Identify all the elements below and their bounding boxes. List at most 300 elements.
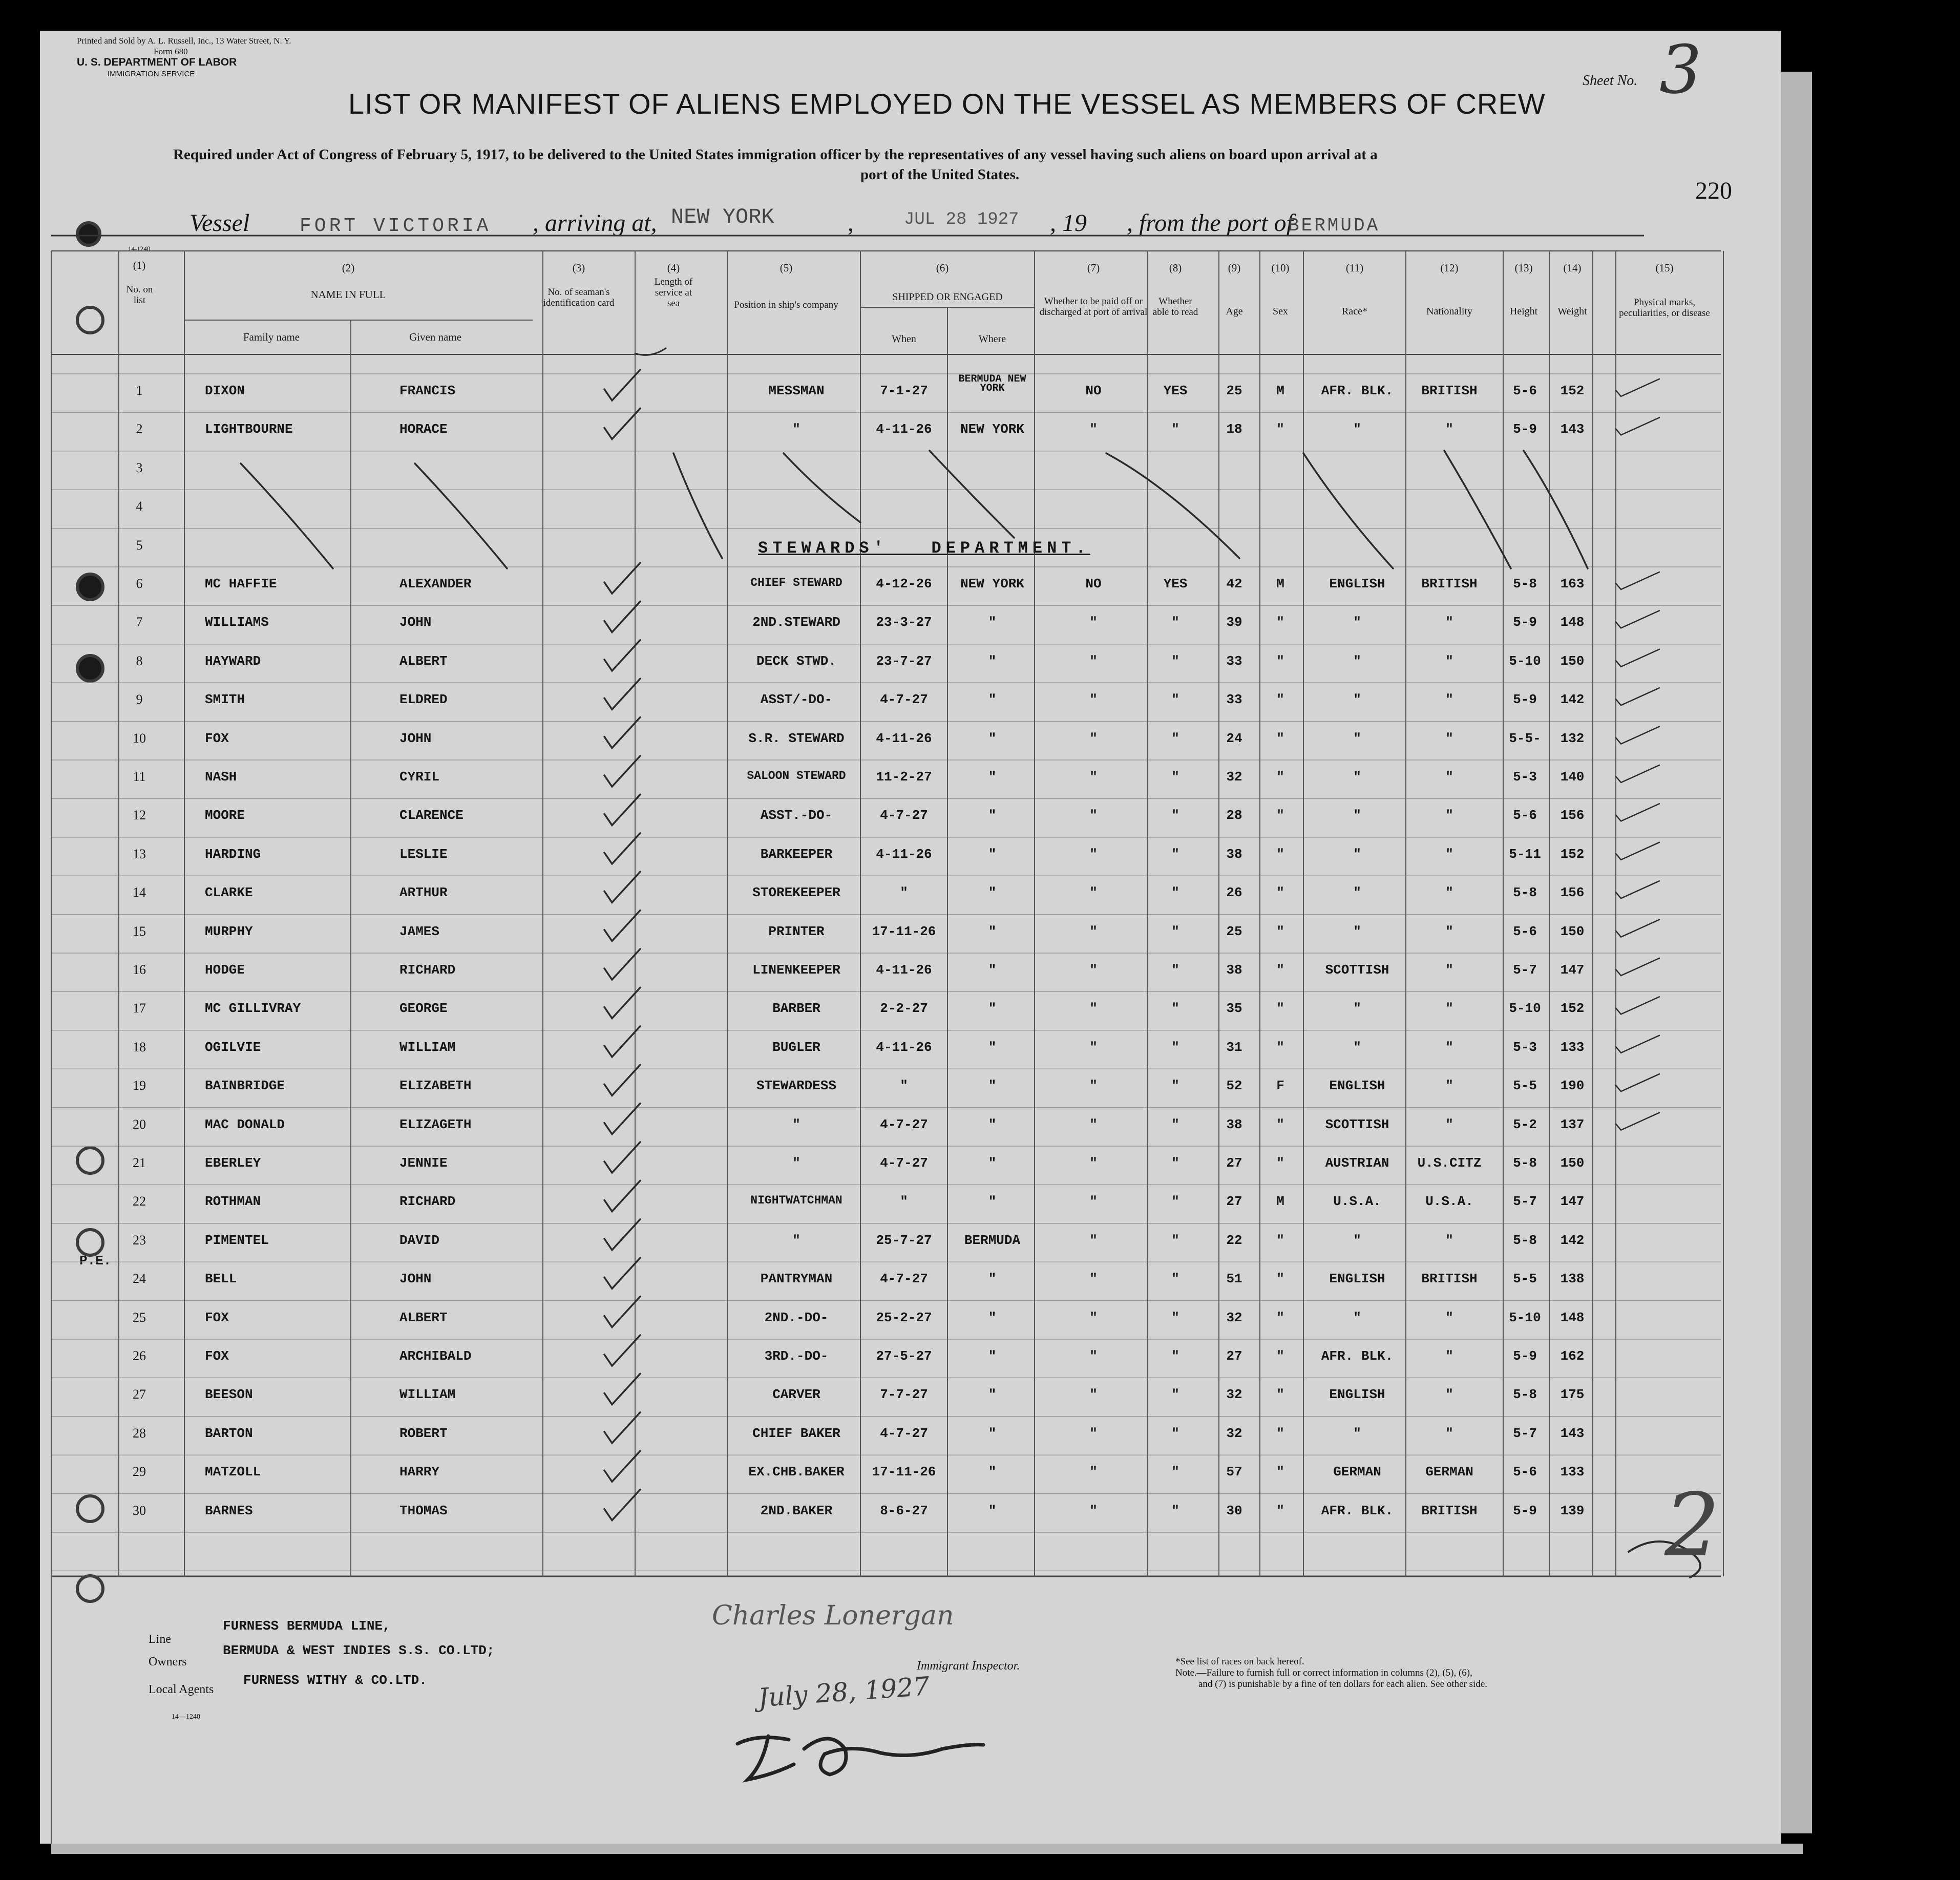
col-header-1-label: No. on list [126, 284, 153, 306]
cell-family: MURPHY [205, 923, 253, 939]
cell-race: " [1353, 808, 1361, 823]
cell-when: 8-6-27 [880, 1503, 928, 1518]
cell-when: 4-7-27 [880, 692, 928, 708]
col-header-7-num: (7) [1087, 262, 1100, 274]
cell-position: 3RD.-DO- [764, 1348, 829, 1364]
cell-weight: 143 [1560, 1425, 1585, 1441]
cell-paid-off: " [1089, 730, 1098, 746]
cell-nationality: " [1445, 1309, 1453, 1325]
cell-weight: 148 [1560, 615, 1585, 630]
cell-no: 26 [133, 1348, 146, 1363]
col-header-10-label: Sex [1273, 306, 1288, 317]
cell-race: " [1353, 692, 1361, 708]
form-number: Form 680 [154, 47, 188, 56]
cell-height: 5-8 [1513, 1232, 1537, 1248]
cell-sex: " [1276, 1271, 1284, 1287]
cell-position: 2ND.BAKER [760, 1503, 833, 1518]
cell-no: 18 [133, 1039, 146, 1054]
cell-read: " [1171, 615, 1179, 630]
cell-sex: F [1276, 1078, 1284, 1094]
cell-race: " [1353, 1425, 1361, 1441]
col-header-8-label: Whether able to read [1152, 296, 1198, 318]
cell-when: 23-7-27 [876, 653, 932, 669]
col-header-where: Where [978, 333, 1006, 345]
cell-age: 27 [1226, 1155, 1242, 1171]
cell-nationality: " [1445, 885, 1453, 901]
cell-no: 23 [133, 1232, 146, 1248]
cell-given: ROBERT [399, 1425, 448, 1441]
cell-race: " [1353, 885, 1361, 901]
handwritten-date: July 28, 1927 [757, 1671, 931, 1713]
cell-given: HORACE [399, 421, 448, 437]
cell-age: 31 [1226, 1039, 1242, 1055]
cell-family: FOX [205, 1348, 229, 1364]
cell-paid-off: " [1089, 1309, 1098, 1325]
cell-age: 25 [1226, 923, 1242, 939]
cell-nationality: GERMAN [1425, 1464, 1473, 1480]
cell-race: " [1353, 653, 1361, 669]
cell-family: NASH [205, 769, 237, 785]
cell-where: BERMUDA NEW YORK [958, 373, 1026, 394]
cell-paid-off: " [1089, 1271, 1098, 1287]
cell-given: JENNIE [399, 1155, 448, 1171]
cell-read: " [1171, 1271, 1179, 1287]
vessel-label: Vessel [189, 209, 250, 237]
cell-height: 5-8 [1513, 576, 1537, 592]
cell-given: ELIZABETH [399, 1078, 472, 1094]
cell-nationality: " [1445, 923, 1453, 939]
cell-where: " [988, 615, 997, 630]
cell-position: LINENKEEPER [752, 962, 840, 978]
cell-given: GEORGE [399, 1001, 448, 1017]
failure-note: Note.—Failure to furnish full or correct information in columns (2), (5), (6), [1175, 1667, 1472, 1678]
cell-age: 18 [1226, 421, 1242, 437]
cell-sex: M [1276, 1194, 1284, 1210]
cell-where: " [988, 1503, 997, 1518]
cell-where: " [988, 692, 997, 708]
cell-when: " [900, 1194, 908, 1210]
cell-given: ARCHIBALD [399, 1348, 472, 1364]
cell-given: JOHN [399, 615, 432, 630]
cell-nationality: " [1445, 1348, 1453, 1364]
cell-paid-off: NO [1085, 383, 1102, 398]
cell-position: " [792, 1155, 800, 1171]
cell-family: BAINBRIDGE [205, 1078, 285, 1094]
cell-where: " [988, 1425, 997, 1441]
cell-paid-off: " [1089, 1001, 1098, 1017]
cell-where: NEW YORK [960, 576, 1024, 592]
cell-when: 4-11-26 [876, 846, 932, 862]
cell-given: JOHN [399, 1271, 432, 1287]
races-note: *See list of races on back hereof. [1175, 1656, 1304, 1667]
cell-read: " [1171, 1425, 1179, 1441]
col-header-9-label: Age [1226, 306, 1243, 317]
cell-age: 39 [1226, 615, 1242, 630]
col-header-11-label: Race* [1342, 306, 1367, 317]
cell-age: 24 [1226, 730, 1242, 746]
cell-position: 2ND.-DO- [764, 1309, 829, 1325]
cell-position: " [792, 421, 800, 437]
agents-value: FURNESS WITHY & CO.LTD. [243, 1673, 427, 1688]
cell-where: " [988, 1039, 997, 1055]
cell-position: DECK STWD. [756, 653, 837, 669]
cell-weight: 133 [1560, 1464, 1585, 1480]
cell-weight: 156 [1560, 885, 1585, 901]
cell-nationality: " [1445, 769, 1453, 785]
cell-sex: " [1276, 962, 1284, 978]
cell-position: ASST/-DO- [760, 692, 833, 708]
cell-age: 30 [1226, 1503, 1242, 1518]
cell-age: 35 [1226, 1001, 1242, 1017]
col-header-2-num: (2) [342, 262, 355, 274]
cell-race: " [1353, 923, 1361, 939]
cell-paid-off: " [1089, 1464, 1098, 1480]
cell-given: ELIZAGETH [399, 1116, 472, 1132]
cell-family: MAC DONALD [205, 1116, 285, 1132]
cell-family: HARDING [205, 846, 261, 862]
cell-where: " [988, 1348, 997, 1364]
cell-no: 12 [133, 808, 146, 823]
cell-family: MC GILLIVRAY [205, 1001, 301, 1017]
cell-where: " [988, 1464, 997, 1480]
col-header-15-num: (15) [1655, 262, 1674, 274]
cell-paid-off: " [1089, 1155, 1098, 1171]
cell-position: " [792, 1116, 800, 1132]
cell-family: EBERLEY [205, 1155, 261, 1171]
cell-family: PIMENTEL [205, 1232, 269, 1248]
cell-age: 27 [1226, 1348, 1242, 1364]
cell-no: 9 [136, 692, 143, 707]
cell-paid-off: " [1089, 1503, 1098, 1518]
cell-where: " [988, 769, 997, 785]
cell-paid-off: " [1089, 769, 1098, 785]
line-label: Line [149, 1633, 171, 1646]
cell-no: 8 [136, 653, 143, 668]
cell-race: U.S.A. [1333, 1194, 1381, 1210]
cell-height: 5-9 [1513, 421, 1537, 437]
cell-where: " [988, 1078, 997, 1094]
cell-sex: " [1276, 769, 1284, 785]
cell-read: " [1171, 1116, 1179, 1132]
cell-family: HODGE [205, 962, 245, 978]
cell-age: 38 [1226, 846, 1242, 862]
cell-paid-off: " [1089, 653, 1098, 669]
cell-position: S.R. STEWARD [748, 730, 845, 746]
cell-sex: " [1276, 885, 1284, 901]
cell-sex: " [1276, 1503, 1284, 1518]
cell-sex: " [1276, 846, 1284, 862]
cell-read: " [1171, 885, 1179, 901]
cell-sex: M [1276, 576, 1284, 592]
department-name: U. S. DEPARTMENT OF LABOR [77, 56, 237, 68]
cell-given: ALEXANDER [399, 576, 472, 592]
cell-sex: " [1276, 615, 1284, 630]
cell-read: " [1171, 1194, 1179, 1210]
cell-height: 5-3 [1513, 1039, 1537, 1055]
cell-age: 38 [1226, 962, 1242, 978]
cell-read: " [1171, 1387, 1179, 1403]
cell-family: DIXON [205, 383, 245, 398]
cell-sex: " [1276, 692, 1284, 708]
cell-where: " [988, 653, 997, 669]
cell-sex: " [1276, 1001, 1284, 1017]
cell-position: CHIEF STEWARD [750, 576, 842, 589]
col-header-8-num: (8) [1169, 262, 1182, 274]
cell-weight: 150 [1560, 1155, 1585, 1171]
cell-when: 4-7-27 [880, 1425, 928, 1441]
cell-read: " [1171, 1001, 1179, 1017]
cell-given: ALBERT [399, 1309, 448, 1325]
cell-where: " [988, 730, 997, 746]
cell-when: 4-11-26 [876, 730, 932, 746]
cell-read: " [1171, 1078, 1179, 1094]
cell-where: NEW YORK [960, 421, 1024, 437]
cell-position: BUGLER [772, 1039, 820, 1055]
cell-nationality: " [1445, 962, 1453, 978]
cell-where: " [988, 1309, 997, 1325]
cell-race: " [1353, 1039, 1361, 1055]
printer-credit: Printed and Sold by A. L. Russell, Inc., 13 Water Street, N. Y. [77, 36, 291, 46]
cell-position: PRINTER [768, 923, 825, 939]
cell-height: 5-8 [1513, 1387, 1537, 1403]
cell-height: 5-9 [1513, 1503, 1537, 1518]
cell-race: GERMAN [1333, 1464, 1381, 1480]
year-label: , 19 [1050, 209, 1087, 237]
inspector-label: Immigrant Inspector. [917, 1659, 1020, 1673]
cell-family: FOX [205, 1309, 229, 1325]
cell-position: BARBER [772, 1001, 820, 1017]
cell-family: CLARKE [205, 885, 253, 901]
inspector-signature: Charles Lonergan [712, 1600, 954, 1631]
cell-age: 27 [1226, 1194, 1242, 1210]
cell-race: ENGLISH [1329, 1078, 1385, 1094]
cell-race: ENGLISH [1329, 1387, 1385, 1403]
cell-family: BELL [205, 1271, 237, 1287]
cell-paid-off: " [1089, 615, 1098, 630]
cell-height: 5-9 [1513, 692, 1537, 708]
margin-mark: P.E. [79, 1253, 112, 1269]
cell-height: 5-8 [1513, 1155, 1537, 1171]
cell-family: SMITH [205, 692, 245, 708]
cell-nationality: BRITISH [1421, 1503, 1478, 1518]
cell-race: " [1353, 730, 1361, 746]
cell-position: ASST.-DO- [760, 808, 833, 823]
col-header-4-label: Length of service at sea [654, 277, 693, 309]
cell-age: 42 [1226, 576, 1242, 592]
cell-weight: 190 [1560, 1078, 1585, 1094]
cell-height: 5-9 [1513, 615, 1537, 630]
cell-paid-off: " [1089, 962, 1098, 978]
cell-weight: 147 [1560, 1194, 1585, 1210]
cell-family: FOX [205, 730, 229, 746]
cell-height: 5-7 [1513, 1425, 1537, 1441]
col-header-given: Given name [409, 331, 462, 343]
cell-no: 4 [136, 499, 143, 514]
cell-race: " [1353, 615, 1361, 630]
cell-no: 21 [133, 1155, 146, 1170]
cell-race: AFR. BLK. [1321, 383, 1394, 398]
cell-race: " [1353, 421, 1361, 437]
cell-where: " [988, 1194, 997, 1210]
cell-given: DAVID [399, 1232, 440, 1248]
cell-sex: " [1276, 421, 1284, 437]
cell-height: 5-8 [1513, 885, 1537, 901]
cell-given: ALBERT [399, 653, 448, 669]
cell-position: SALOON STEWARD [747, 769, 846, 783]
cell-nationality: " [1445, 421, 1453, 437]
cell-no: 16 [133, 962, 146, 977]
cell-paid-off: " [1089, 1039, 1098, 1055]
cell-read: YES [1163, 576, 1188, 592]
cell-weight: 163 [1560, 576, 1585, 592]
cell-given: CYRIL [399, 769, 440, 785]
cell-no: 27 [133, 1387, 146, 1402]
cell-height: 5-5 [1513, 1271, 1537, 1287]
cell-read: " [1171, 846, 1179, 862]
cell-height: 5-6 [1513, 923, 1537, 939]
cell-weight: 162 [1560, 1348, 1585, 1364]
col-header-12-label: Nationality [1426, 306, 1472, 317]
cell-height: 5-7 [1513, 962, 1537, 978]
cell-weight: 150 [1560, 653, 1585, 669]
cell-read: " [1171, 1039, 1179, 1055]
cell-read: " [1171, 692, 1179, 708]
cell-read: " [1171, 421, 1179, 437]
cell-race: ENGLISH [1329, 1271, 1385, 1287]
cell-height: 5-11 [1509, 846, 1541, 862]
tally-mark: 2 [1664, 1475, 1720, 1576]
cell-paid-off: " [1089, 846, 1098, 862]
cell-age: 33 [1226, 653, 1242, 669]
cell-given: CLARENCE [399, 808, 463, 823]
cell-race: ENGLISH [1329, 576, 1385, 592]
col-header-11-num: (11) [1345, 262, 1364, 274]
page-title: LIST OR MANIFEST OF ALIENS EMPLOYED ON THE VESSEL AS MEMBERS OF CREW [348, 88, 1546, 120]
cell-race: " [1353, 1232, 1361, 1248]
cell-position: 2ND.STEWARD [752, 615, 840, 630]
cell-paid-off: " [1089, 1194, 1098, 1210]
cell-paid-off: " [1089, 1116, 1098, 1132]
cell-family: LIGHTBOURNE [205, 421, 293, 437]
cell-read: " [1171, 1155, 1179, 1171]
cell-when: 7-7-27 [880, 1387, 928, 1403]
cell-family: MC HAFFIE [205, 576, 277, 592]
cell-where: " [988, 923, 997, 939]
cell-when: 25-7-27 [876, 1232, 932, 1248]
cell-given: RICHARD [399, 1194, 456, 1210]
cell-no: 29 [133, 1464, 146, 1480]
cell-when: 4-11-26 [876, 1039, 932, 1055]
cell-paid-off: " [1089, 1387, 1098, 1403]
cell-age: 52 [1226, 1078, 1242, 1094]
cell-race: AFR. BLK. [1321, 1503, 1394, 1518]
cell-nationality: " [1445, 1001, 1453, 1017]
cell-paid-off: " [1089, 692, 1098, 708]
col-header-14-label: Weight [1557, 306, 1587, 317]
cell-family: ROTHMAN [205, 1194, 261, 1210]
cell-no: 20 [133, 1116, 146, 1132]
cell-position: CARVER [772, 1387, 820, 1403]
cell-height: 5-5 [1513, 1078, 1537, 1094]
cell-no: 30 [133, 1503, 146, 1518]
cell-no: 2 [136, 421, 143, 437]
sheet-label: Sheet No. [1583, 73, 1638, 89]
cell-family: BEESON [205, 1387, 253, 1403]
cell-paid-off: NO [1085, 576, 1102, 592]
col-header-6-label: SHIPPED OR ENGAGED [892, 291, 1003, 303]
arriving-port: NEW YORK [671, 205, 774, 229]
cell-weight: 137 [1560, 1116, 1585, 1132]
cell-height: 5-2 [1513, 1116, 1537, 1132]
cell-no: 24 [133, 1271, 146, 1286]
cell-position: STEWARDESS [756, 1078, 837, 1094]
cell-nationality: BRITISH [1421, 576, 1478, 592]
cell-sex: " [1276, 1232, 1284, 1248]
cell-no: 1 [136, 383, 143, 398]
col-header-7-label: Whether to be paid off or discharged at port of arrival [1039, 296, 1148, 318]
cell-race: " [1353, 1001, 1361, 1017]
cell-sex: M [1276, 383, 1284, 398]
cell-position: NIGHTWATCHMAN [750, 1194, 842, 1208]
cell-sex: " [1276, 1309, 1284, 1325]
cell-paid-off: " [1089, 1232, 1098, 1248]
cell-where: " [988, 1116, 997, 1132]
cell-weight: 142 [1560, 692, 1585, 708]
cell-position: " [792, 1232, 800, 1248]
cell-no: 15 [133, 923, 146, 939]
cell-weight: 152 [1560, 1001, 1585, 1017]
cell-paid-off: " [1089, 923, 1098, 939]
cell-no: 6 [136, 576, 143, 591]
cell-no: 11 [133, 769, 146, 784]
cell-weight: 138 [1560, 1271, 1585, 1287]
cell-where: " [988, 1155, 997, 1171]
cell-age: 25 [1226, 383, 1242, 398]
cell-when: 25-2-27 [876, 1309, 932, 1325]
cell-weight: 148 [1560, 1309, 1585, 1325]
cell-read: " [1171, 1232, 1179, 1248]
col-header-13-num: (13) [1514, 262, 1533, 274]
cell-height: 5-6 [1513, 808, 1537, 823]
cell-no: 5 [136, 537, 143, 553]
cell-when: " [900, 1078, 908, 1094]
cell-given: JAMES [399, 923, 440, 939]
cell-when: 11-2-27 [876, 769, 932, 785]
initials-signature [727, 1713, 994, 1790]
cell-age: 38 [1226, 1116, 1242, 1132]
cell-weight: 143 [1560, 421, 1585, 437]
owners-label: Owners [149, 1655, 187, 1668]
cell-position: MESSMAN [768, 383, 825, 398]
cell-height: 5-10 [1509, 1001, 1541, 1017]
cell-family: OGILVIE [205, 1039, 261, 1055]
cell-read: " [1171, 923, 1179, 939]
cell-age: 32 [1226, 1387, 1242, 1403]
cell-given: JOHN [399, 730, 432, 746]
cell-weight: 132 [1560, 730, 1585, 746]
col-header-2-label: NAME IN FULL [310, 288, 386, 301]
cell-when: 4-7-27 [880, 808, 928, 823]
cell-no: 13 [133, 846, 146, 861]
cell-nationality: " [1445, 1039, 1453, 1055]
cell-nationality: " [1445, 653, 1453, 669]
page-subtitle-line-1: Required under Act of Congress of February 5, 1917, to be delivered to the United States immigration officer by the representatives of any vessel having such aliens on board upon arrival at a [173, 146, 1378, 163]
col-header-5-label: Position in ship's company [734, 300, 838, 310]
col-header-3-label: No. of seaman's identification card [543, 287, 615, 308]
cell-weight: 142 [1560, 1232, 1585, 1248]
cell-where: " [988, 808, 997, 823]
cell-no: 22 [133, 1194, 146, 1209]
